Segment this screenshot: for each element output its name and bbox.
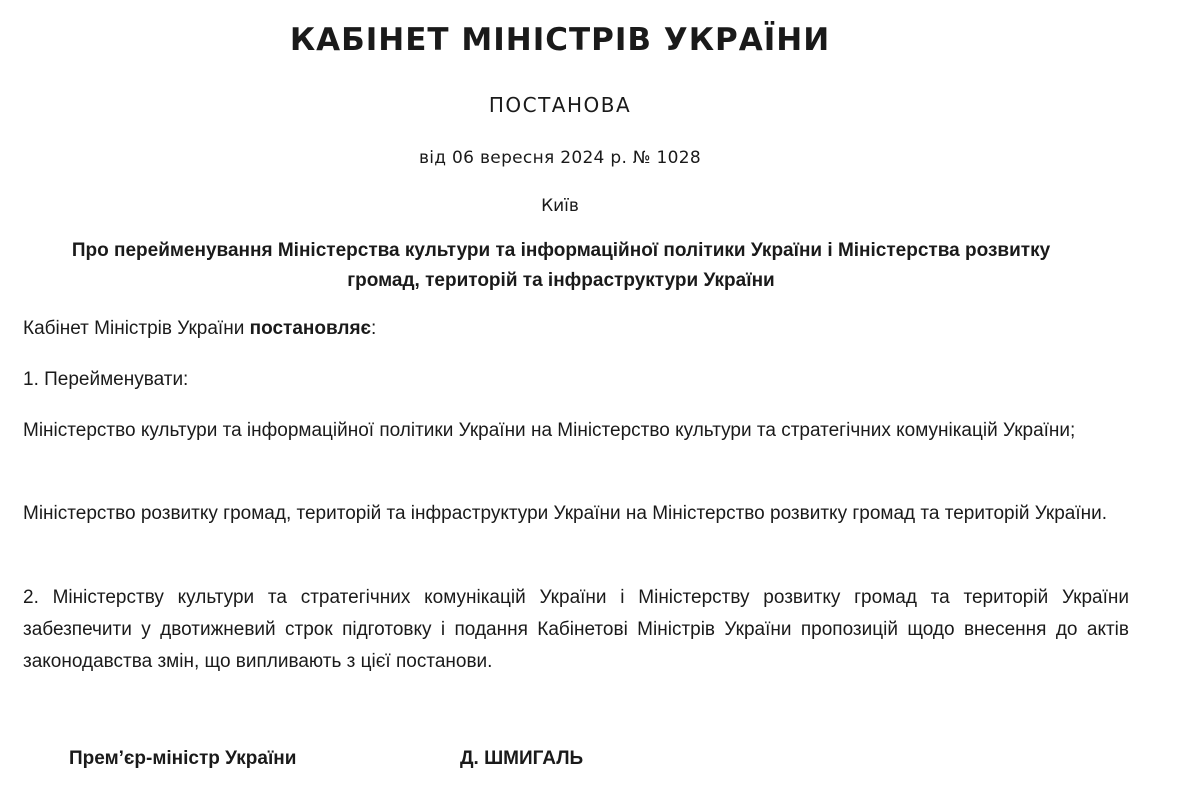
item-1-heading: 1. Перейменувати: bbox=[23, 369, 189, 390]
document-title-line-2: громад, територій та інфраструктури України bbox=[347, 270, 775, 291]
intro-suffix: : bbox=[371, 318, 377, 339]
item-1-paragraph-b: Міністерство розвитку громад, територій та інфраструктури України на Міністерство розвитку громад та територій України. bbox=[23, 503, 1108, 524]
intro-paragraph bbox=[23, 313, 1129, 345]
intro-bold-verb: постановляє bbox=[249, 318, 372, 339]
signature-name: Д. ШМИГАЛЬ bbox=[460, 748, 584, 769]
item-1-paragraph-a: Міністерство культури та інформаційної політики України на Міністерство культури та стратегічних комунікацій України; bbox=[23, 420, 1076, 441]
signature-position: Прем’єр-міністр України bbox=[69, 748, 297, 769]
intro-prefix: Кабінет Міністрів України bbox=[23, 318, 250, 339]
document-city: Київ bbox=[541, 196, 579, 216]
document-type-heading: ПОСТАНОВА bbox=[488, 93, 632, 117]
document-title-line-1: Про перейменування Міністерства культури та інформаційної політики України і Міністерства розвитку bbox=[71, 240, 1051, 261]
item-2-paragraph: 2. Міністерству культури та стратегічних комунікацій України і Міністерству розвитку громад та територій України забезпечити у двотижневий строк підготовку і подання Кабінетові Міністрів України пропозицій щодо внесення до актів законодавства змін, що випливають з цієї постанови. bbox=[23, 587, 1129, 672]
document-title bbox=[40, 236, 1082, 296]
document-date-number: від 06 вересня 2024 р. № 1028 bbox=[418, 148, 702, 168]
organization-heading: КАБІНЕТ МІНІСТРІВ УКРАЇНИ bbox=[289, 22, 831, 58]
